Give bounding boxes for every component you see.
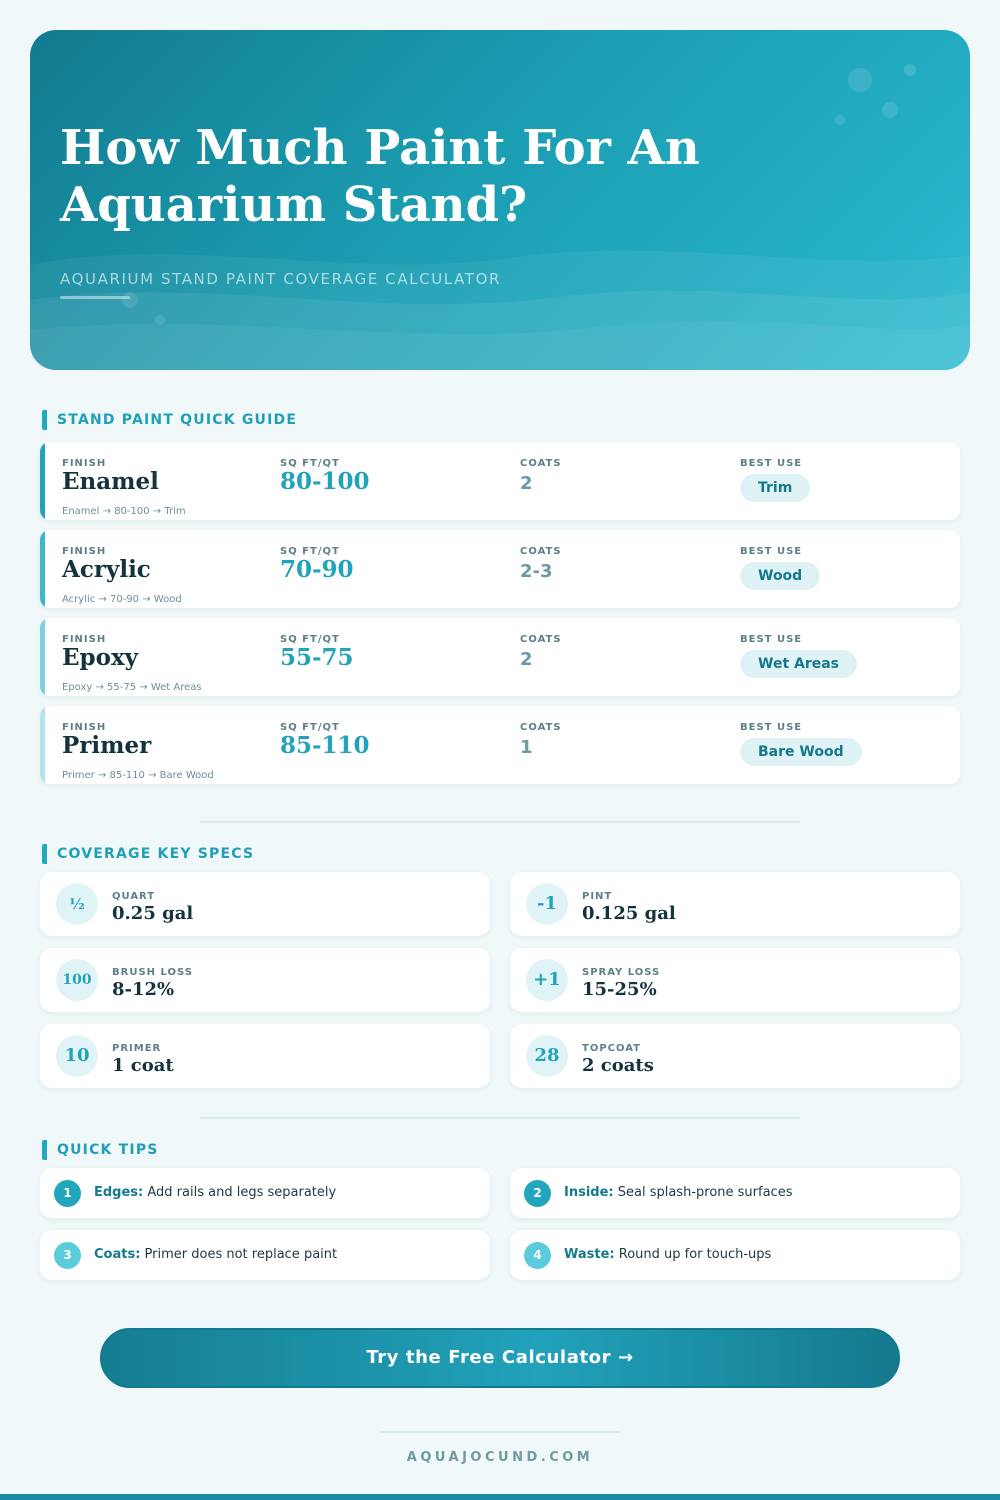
page-subtitle: AQUARIUM STAND PAINT COVERAGE CALCULATOR — [60, 270, 501, 288]
ten-icon: 10 — [56, 1035, 98, 1077]
coats-label: COATS — [520, 634, 562, 645]
finish-label: FINISH — [62, 634, 107, 645]
finish-label: FINISH — [62, 722, 107, 733]
sqft-value: 70-90 — [280, 556, 354, 583]
best-use-badge: Bare Wood — [740, 738, 862, 766]
specs-section-title: COVERAGE KEY SPECS — [42, 844, 254, 864]
spec-value: 15-25% — [582, 979, 657, 1000]
tip-number-badge: 1 — [54, 1180, 81, 1207]
guide-row-primer — [40, 706, 960, 784]
spec-value: 0.125 gal — [582, 903, 676, 924]
coats-value: 2-3 — [520, 561, 553, 582]
try-calculator-button[interactable]: Try the Free Calculator → — [100, 1328, 900, 1388]
coats-label: COATS — [520, 722, 562, 733]
tip-heading: Inside: — [564, 1185, 614, 1200]
tip-body: Seal splash-prone surfaces — [613, 1185, 793, 1200]
spec-card-primer — [40, 1024, 490, 1088]
tip-body: Add rails and legs separately — [143, 1185, 337, 1200]
best-use-label: BEST USE — [740, 458, 803, 469]
best-use-badge: Trim — [740, 474, 810, 502]
coats-value: 1 — [520, 737, 533, 758]
spec-label: SPRAY LOSS — [582, 967, 661, 978]
coats-label: COATS — [520, 546, 562, 557]
spec-card-spray-loss — [510, 948, 960, 1012]
tip-text — [94, 1247, 337, 1262]
tip-text — [564, 1185, 792, 1200]
sqft-label: SQ FT/QT — [280, 458, 340, 469]
spec-value: 2 coats — [582, 1055, 654, 1076]
row-accent-bar — [40, 618, 45, 696]
tip-body: Primer does not replace paint — [140, 1247, 338, 1262]
best-use-label: BEST USE — [740, 722, 803, 733]
tip-text — [564, 1247, 771, 1262]
coats-value: 2 — [520, 649, 533, 670]
finish-label: FINISH — [62, 458, 107, 469]
tip-number-badge: 2 — [524, 1180, 551, 1207]
spec-label: PRIMER — [112, 1043, 162, 1054]
spec-value: 0.25 gal — [112, 903, 194, 924]
spec-card-topcoat — [510, 1024, 960, 1088]
sqft-label: SQ FT/QT — [280, 634, 340, 645]
tips-section-title: QUICK TIPS — [42, 1140, 159, 1160]
finish-name: Enamel — [62, 468, 159, 495]
spec-card-brush-loss — [40, 948, 490, 1012]
sqft-label: SQ FT/QT — [280, 546, 340, 557]
subtitle-underline — [60, 296, 130, 299]
guide-row-acrylic — [40, 530, 960, 608]
finish-name: Acrylic — [62, 556, 151, 583]
sqft-label: SQ FT/QT — [280, 722, 340, 733]
tip-body: Round up for touch-ups — [614, 1247, 772, 1262]
spec-value: 1 coat — [112, 1055, 174, 1076]
spec-card-quart — [40, 872, 490, 936]
row-caption: Enamel → 80-100 → Trim — [62, 506, 186, 517]
sqft-value: 85-110 — [280, 732, 370, 759]
row-caption: Epoxy → 55-75 → Wet Areas — [62, 682, 202, 693]
spec-value: 8-12% — [112, 979, 175, 1000]
tip-heading: Coats: — [94, 1247, 141, 1262]
tip-heading: Waste: — [564, 1247, 615, 1262]
footer-brand-link[interactable]: AQUAJOCUND.COM — [406, 1450, 594, 1465]
bottom-accent-bar — [0, 1494, 1000, 1500]
tip-card-waste — [510, 1230, 960, 1280]
spec-card-pint — [510, 872, 960, 936]
half-icon: ½ — [56, 883, 98, 925]
page-title: How Much Paint For An Aquarium Stand? — [60, 120, 700, 233]
guide-row-epoxy — [40, 618, 960, 696]
sqft-value: 55-75 — [280, 644, 354, 671]
row-caption: Acrylic → 70-90 → Wood — [62, 594, 182, 605]
row-accent-bar — [40, 530, 45, 608]
coats-value: 2 — [520, 473, 533, 494]
finish-label: FINISH — [62, 546, 107, 557]
finish-name: Epoxy — [62, 644, 139, 671]
tip-heading: Edges: — [94, 1185, 144, 1200]
coats-label: COATS — [520, 458, 562, 469]
tip-card-inside — [510, 1168, 960, 1218]
tip-number-badge: 3 — [54, 1242, 81, 1269]
tip-text — [94, 1185, 336, 1200]
row-accent-bar — [40, 442, 45, 520]
section-divider — [200, 1117, 800, 1119]
footer-divider — [380, 1431, 620, 1433]
tip-card-coats — [40, 1230, 490, 1280]
best-use-badge: Wet Areas — [740, 650, 857, 678]
plus-one-icon: +1 — [526, 959, 568, 1001]
tip-card-edges — [40, 1168, 490, 1218]
guide-row-enamel — [40, 442, 960, 520]
section-divider — [200, 821, 800, 823]
guide-section-title: STAND PAINT QUICK GUIDE — [42, 410, 297, 430]
hundred-icon: 100 — [56, 959, 98, 1001]
spec-label: PINT — [582, 891, 613, 902]
row-accent-bar — [40, 706, 45, 784]
spec-label: BRUSH LOSS — [112, 967, 193, 978]
best-use-badge: Wood — [740, 562, 820, 590]
best-use-label: BEST USE — [740, 546, 803, 557]
hero-banner — [30, 30, 970, 370]
sqft-value: 80-100 — [280, 468, 370, 495]
spec-label: TOPCOAT — [582, 1043, 642, 1054]
minus-one-icon: -1 — [526, 883, 568, 925]
tip-number-badge: 4 — [524, 1242, 551, 1269]
row-caption: Primer → 85-110 → Bare Wood — [62, 770, 214, 781]
best-use-label: BEST USE — [740, 634, 803, 645]
finish-name: Primer — [62, 732, 152, 759]
spec-label: QUART — [112, 891, 156, 902]
twenty-eight-icon: 28 — [526, 1035, 568, 1077]
